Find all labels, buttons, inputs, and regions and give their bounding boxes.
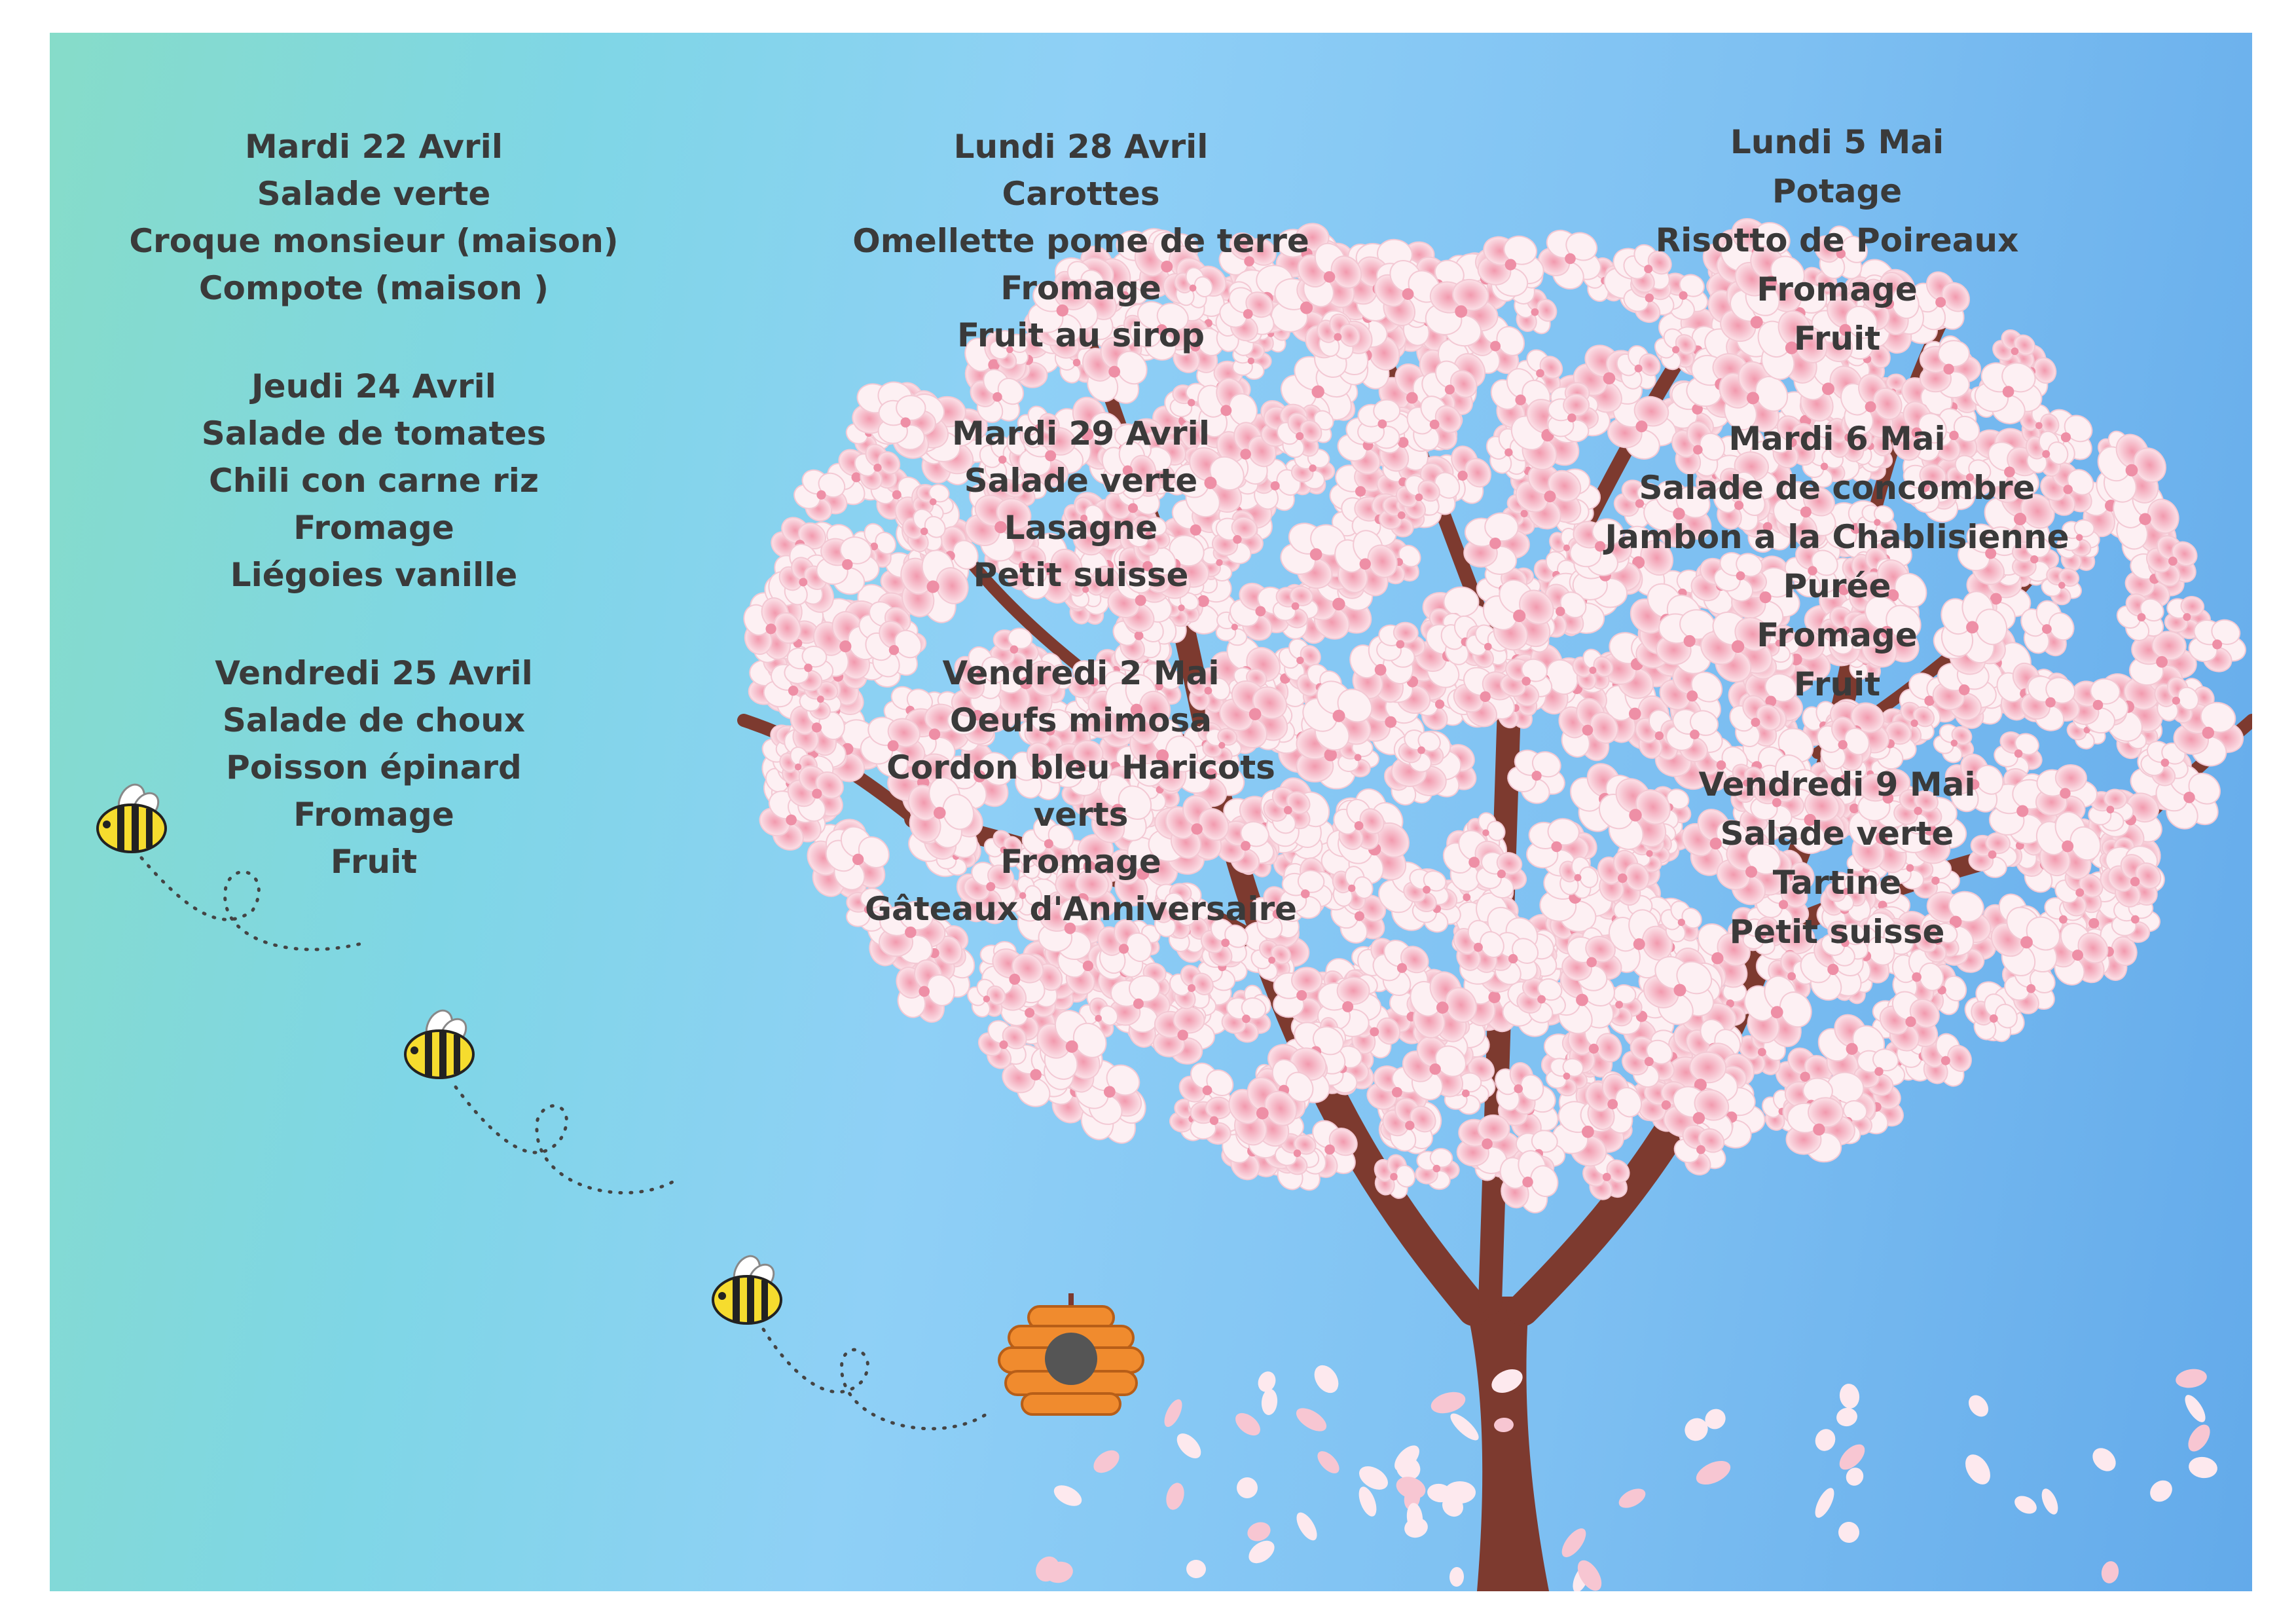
day-heading: Vendredi 25 Avril: [215, 654, 533, 692]
day-heading: Mardi 6 Mai: [1728, 420, 1946, 458]
dish-item: Lasagne: [1004, 509, 1158, 547]
dish-item: Carottes: [1002, 175, 1160, 213]
dish-item: Tartine: [1772, 864, 1902, 902]
menu-sheet: [50, 33, 2252, 1591]
menu-day: [852, 650, 1309, 932]
dish-item: Purée: [1783, 567, 1891, 605]
dish-item: verts: [1033, 796, 1129, 834]
dish-item: Salade de choux: [222, 701, 526, 739]
day-heading: Vendredi 2 Mai: [942, 654, 1220, 692]
dish-item: Salade de tomates: [201, 415, 547, 452]
dish-item: Fromage: [293, 796, 454, 834]
dish-item: Salade verte: [257, 175, 491, 213]
dish-item: Gâteaux d'Anniversaire: [864, 890, 1298, 928]
day-heading: Jeudi 24 Avril: [251, 367, 496, 405]
falling-petals: [1031, 1361, 2219, 1591]
dish-item: Poisson épinard: [226, 748, 522, 786]
dish-item: Fromage: [1757, 616, 1918, 654]
dish-item: Compote (maison ): [198, 269, 549, 307]
bee-icon: [405, 1006, 473, 1078]
menu-day: [1605, 415, 2069, 709]
day-heading: Vendredi 9 Mai: [1698, 766, 1976, 803]
dish-item: Omellette pome de terre: [852, 222, 1309, 260]
menu-column-week1: [129, 123, 618, 936]
dish-item: Fruit au sirop: [957, 316, 1205, 354]
dish-item: Chili con carne riz: [209, 462, 539, 500]
dish-item: Fromage: [1000, 269, 1161, 307]
menu-day: [129, 650, 618, 885]
dish-item: Fromage: [1000, 843, 1161, 881]
dish-item: Liégoies vanille: [230, 556, 518, 594]
bee-flight-path: [456, 1087, 678, 1193]
dish-item: Oeufs mimosa: [949, 701, 1212, 739]
bee-icon: [713, 1252, 781, 1323]
menu-day: [1605, 118, 2069, 363]
menu-day: [852, 123, 1309, 359]
menu-day: [129, 123, 618, 312]
dish-item: Potage: [1772, 172, 1903, 210]
dish-item: Salade verte: [1720, 815, 1954, 853]
dish-item: Jambon a la Chablisienne: [1605, 518, 2069, 556]
dish-item: Petit suisse: [1729, 913, 1945, 951]
dish-item: Fromage: [293, 509, 454, 547]
bee-flight-path: [763, 1329, 986, 1429]
dish-item: Croque monsieur (maison): [129, 222, 619, 260]
day-heading: Lundi 5 Mai: [1730, 123, 1944, 161]
dish-item: Petit suisse: [973, 556, 1189, 594]
menu-day: [852, 410, 1309, 599]
menu-column-week3: [1605, 118, 2069, 1008]
dish-item: Fruit: [1793, 665, 1881, 703]
day-heading: Mardi 22 Avril: [245, 128, 503, 166]
dish-item: Risotto de Poireaux: [1655, 221, 2019, 259]
dish-item: Fromage: [1757, 270, 1918, 308]
dish-item: Fruit: [330, 843, 418, 881]
dish-item: Fruit: [1793, 320, 1881, 358]
menu-column-week2: [852, 123, 1309, 984]
menu-day: [129, 363, 618, 599]
day-heading: Lundi 28 Avril: [953, 128, 1209, 166]
day-heading: Mardi 29 Avril: [952, 415, 1210, 452]
dish-item: Cordon bleu Haricots: [886, 748, 1275, 786]
dish-item: Salade verte: [964, 462, 1198, 500]
menu-day: [1605, 760, 2069, 957]
beehive-icon: [999, 1293, 1143, 1414]
dish-item: Salade de concombre: [1639, 469, 2035, 507]
